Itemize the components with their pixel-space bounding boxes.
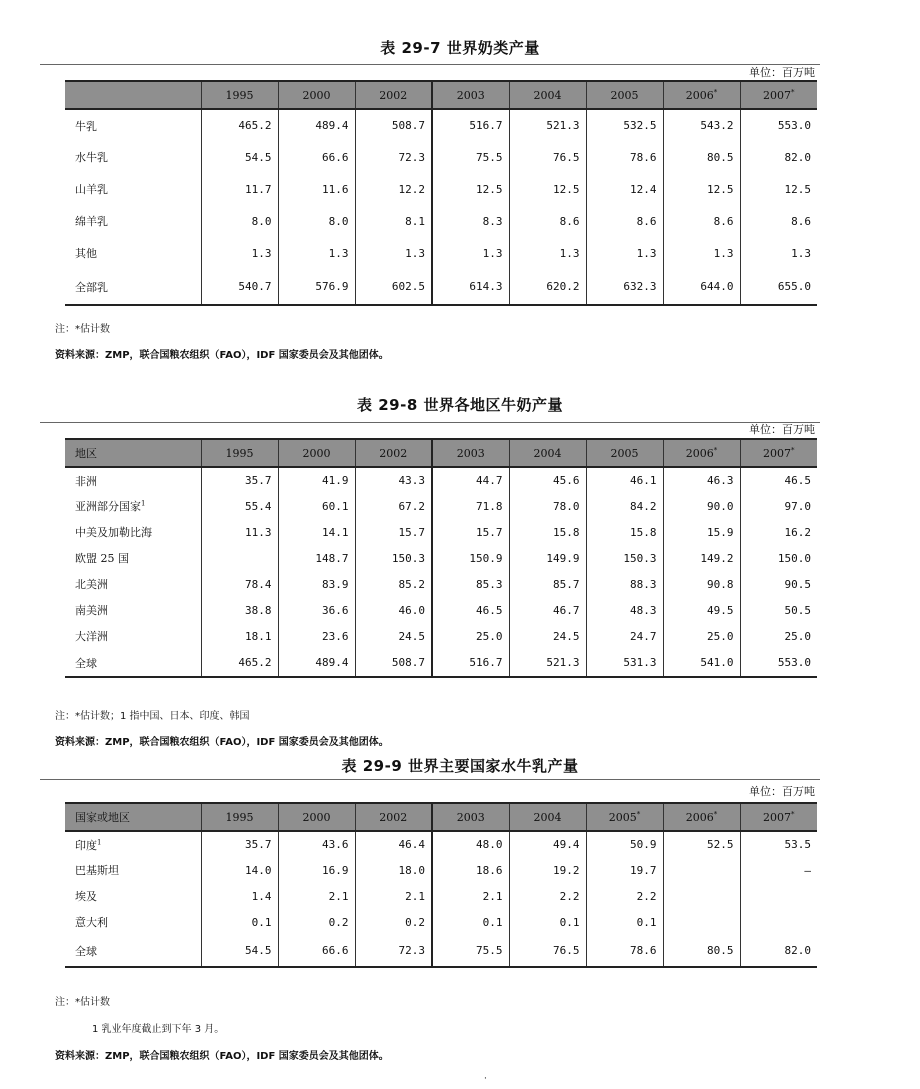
table-row bbox=[65, 571, 817, 597]
cell: 2.1 bbox=[278, 883, 355, 909]
cell bbox=[201, 545, 278, 571]
cell bbox=[740, 909, 817, 935]
footnote: 1 乳业年度截止到下年 3 月。 bbox=[92, 1024, 225, 1035]
row-label: 牛乳 bbox=[75, 119, 97, 133]
header-cell: 2005 bbox=[586, 439, 663, 467]
cell: 18.1 bbox=[201, 623, 278, 649]
cell: 0.2 bbox=[355, 909, 432, 935]
row-label: 欧盟 25 国 bbox=[75, 552, 129, 565]
unit-label: 单位：百万吨 bbox=[749, 785, 815, 798]
cell: 15.7 bbox=[432, 519, 509, 545]
page-mark: · bbox=[484, 1074, 487, 1084]
cell: 78.6 bbox=[586, 935, 663, 967]
row-label: 中美及加勒比海 bbox=[75, 526, 152, 539]
row-label: 巴基斯坦 bbox=[75, 864, 119, 877]
cell: 465.2 bbox=[201, 109, 278, 141]
cell: 16.2 bbox=[740, 519, 817, 545]
cell: 8.1 bbox=[355, 205, 432, 237]
cell: 14.0 bbox=[201, 857, 278, 883]
cell: 75.5 bbox=[432, 935, 509, 967]
cell: 149.9 bbox=[509, 545, 586, 571]
cell: 532.5 bbox=[586, 109, 663, 141]
cell: 0.1 bbox=[201, 909, 278, 935]
row-label: 山羊乳 bbox=[75, 183, 108, 196]
cell: 72.3 bbox=[355, 935, 432, 967]
header-cell: 2007* bbox=[740, 439, 817, 467]
cell: 465.2 bbox=[201, 649, 278, 677]
cell: 531.3 bbox=[586, 649, 663, 677]
cell: 78.6 bbox=[586, 141, 663, 173]
row-label: 北美洲 bbox=[75, 578, 108, 591]
cell bbox=[663, 909, 740, 935]
table-row bbox=[65, 467, 817, 493]
cell bbox=[663, 857, 740, 883]
divider bbox=[40, 64, 820, 65]
header-cell: 2004 bbox=[509, 81, 586, 109]
cell: 1.3 bbox=[201, 237, 278, 269]
cell: 150.9 bbox=[432, 545, 509, 571]
cell: 76.5 bbox=[509, 935, 586, 967]
cell: 521.3 bbox=[509, 109, 586, 141]
cell: 84.2 bbox=[586, 493, 663, 519]
cell: 48.0 bbox=[432, 831, 509, 857]
cell: 508.7 bbox=[355, 649, 432, 677]
cell: 54.5 bbox=[201, 141, 278, 173]
row-label: 埃及 bbox=[75, 890, 97, 903]
row-label: 全部乳 bbox=[65, 269, 201, 305]
cell: 49.5 bbox=[663, 597, 740, 623]
cell: 540.7 bbox=[201, 269, 278, 305]
cell: 644.0 bbox=[663, 269, 740, 305]
cell: 0.2 bbox=[278, 909, 355, 935]
cell: 150.0 bbox=[740, 545, 817, 571]
cell: 67.2 bbox=[355, 493, 432, 519]
table-row bbox=[65, 649, 817, 677]
cell: 54.5 bbox=[201, 935, 278, 967]
cell: 90.5 bbox=[740, 571, 817, 597]
table-row bbox=[65, 831, 817, 857]
row-label: 其他 bbox=[75, 247, 97, 260]
cell: 602.5 bbox=[355, 269, 432, 305]
cell: 2.1 bbox=[432, 883, 509, 909]
cell: 1.4 bbox=[201, 883, 278, 909]
cell: 15.7 bbox=[355, 519, 432, 545]
header-row bbox=[65, 803, 817, 831]
header-cell: 2000 bbox=[278, 81, 355, 109]
cell: 148.7 bbox=[278, 545, 355, 571]
cell: 516.7 bbox=[432, 109, 509, 141]
cell: 576.9 bbox=[278, 269, 355, 305]
cell: 8.0 bbox=[278, 205, 355, 237]
cell: 11.3 bbox=[201, 519, 278, 545]
cell: 41.9 bbox=[278, 467, 355, 493]
cell: 24.5 bbox=[355, 623, 432, 649]
cell: 15.8 bbox=[509, 519, 586, 545]
table-row bbox=[65, 935, 817, 967]
cell: 0.1 bbox=[509, 909, 586, 935]
cell: 11.7 bbox=[201, 173, 278, 205]
cell: 150.3 bbox=[355, 545, 432, 571]
cell: 8.0 bbox=[201, 205, 278, 237]
cell: 88.3 bbox=[586, 571, 663, 597]
cell: 12.5 bbox=[509, 173, 586, 205]
cell: 18.6 bbox=[432, 857, 509, 883]
cell: 48.3 bbox=[586, 597, 663, 623]
cell: 1.3 bbox=[432, 237, 509, 269]
cell: 49.4 bbox=[509, 831, 586, 857]
header-row bbox=[65, 81, 817, 109]
header-cell: 2003 bbox=[432, 803, 509, 831]
cell: 80.5 bbox=[663, 141, 740, 173]
table-row bbox=[65, 237, 817, 269]
cell: 90.8 bbox=[663, 571, 740, 597]
cell: 55.4 bbox=[201, 493, 278, 519]
row-label: 绵羊乳 bbox=[75, 215, 108, 228]
cell: 83.9 bbox=[278, 571, 355, 597]
table-row bbox=[65, 205, 817, 237]
cell: 82.0 bbox=[740, 141, 817, 173]
header-cell: 1995 bbox=[201, 81, 278, 109]
cell: 489.4 bbox=[278, 649, 355, 677]
cell: 46.5 bbox=[740, 467, 817, 493]
table-title: 表 29-8 世界各地区牛奶产量 bbox=[357, 396, 563, 414]
cell: 0.1 bbox=[586, 909, 663, 935]
cell: 516.7 bbox=[432, 649, 509, 677]
cell: 553.0 bbox=[740, 649, 817, 677]
cell: 53.5 bbox=[740, 831, 817, 857]
cell: 8.6 bbox=[740, 205, 817, 237]
data-table bbox=[65, 802, 817, 968]
cell: 46.0 bbox=[355, 597, 432, 623]
header-cell: 2007* bbox=[740, 81, 817, 109]
cell: 23.6 bbox=[278, 623, 355, 649]
row-label: 全球 bbox=[65, 649, 201, 677]
cell: 43.3 bbox=[355, 467, 432, 493]
table-row bbox=[65, 857, 817, 883]
cell: 1.3 bbox=[355, 237, 432, 269]
cell: 97.0 bbox=[740, 493, 817, 519]
cell: 19.7 bbox=[586, 857, 663, 883]
cell: 78.0 bbox=[509, 493, 586, 519]
cell: 35.7 bbox=[201, 831, 278, 857]
cell: 35.7 bbox=[201, 467, 278, 493]
data-table bbox=[65, 438, 817, 678]
cell: — bbox=[740, 857, 817, 883]
cell: 46.7 bbox=[509, 597, 586, 623]
header-cell: 2000 bbox=[278, 439, 355, 467]
cell: 19.2 bbox=[509, 857, 586, 883]
header-cell bbox=[65, 81, 201, 109]
cell: 38.8 bbox=[201, 597, 278, 623]
table-row bbox=[65, 269, 817, 305]
cell: 12.5 bbox=[740, 173, 817, 205]
header-cell: 2002 bbox=[355, 81, 432, 109]
cell: 78.4 bbox=[201, 571, 278, 597]
cell: 8.6 bbox=[663, 205, 740, 237]
cell: 2.1 bbox=[355, 883, 432, 909]
table-row bbox=[65, 597, 817, 623]
header-cell: 2003 bbox=[432, 81, 509, 109]
cell: 489.4 bbox=[278, 109, 355, 141]
cell: 632.3 bbox=[586, 269, 663, 305]
unit-label: 单位：百万吨 bbox=[749, 66, 815, 79]
cell: 50.5 bbox=[740, 597, 817, 623]
cell: 11.6 bbox=[278, 173, 355, 205]
cell: 1.3 bbox=[740, 237, 817, 269]
cell: 15.8 bbox=[586, 519, 663, 545]
source-note: 资料来源：ZMP，联合国粮农组织（FAO），IDF 国家委员会及其他团体。 bbox=[55, 350, 389, 361]
table-row bbox=[65, 883, 817, 909]
cell: 44.7 bbox=[432, 467, 509, 493]
cell bbox=[740, 883, 817, 909]
row-label: 水牛乳 bbox=[75, 151, 108, 164]
cell: 85.2 bbox=[355, 571, 432, 597]
cell: 82.0 bbox=[740, 935, 817, 967]
cell: 0.1 bbox=[432, 909, 509, 935]
cell: 614.3 bbox=[432, 269, 509, 305]
cell: 12.2 bbox=[355, 173, 432, 205]
cell: 80.5 bbox=[663, 935, 740, 967]
cell: 655.0 bbox=[740, 269, 817, 305]
cell: 521.3 bbox=[509, 649, 586, 677]
divider bbox=[40, 422, 820, 423]
row-label: 印度$^1$ bbox=[75, 837, 102, 852]
cell: 1.3 bbox=[586, 237, 663, 269]
cell: 16.9 bbox=[278, 857, 355, 883]
cell: 18.0 bbox=[355, 857, 432, 883]
cell: 71.8 bbox=[432, 493, 509, 519]
cell: 2.2 bbox=[586, 883, 663, 909]
cell: 75.5 bbox=[432, 141, 509, 173]
cell: 541.0 bbox=[663, 649, 740, 677]
cell: 46.3 bbox=[663, 467, 740, 493]
cell: 543.2 bbox=[663, 109, 740, 141]
table-row bbox=[65, 141, 817, 173]
cell: 72.3 bbox=[355, 141, 432, 173]
cell: 15.9 bbox=[663, 519, 740, 545]
cell: 25.0 bbox=[432, 623, 509, 649]
cell: 2.2 bbox=[509, 883, 586, 909]
cell: 24.5 bbox=[509, 623, 586, 649]
header-cell: 2005 bbox=[586, 81, 663, 109]
cell: 508.7 bbox=[355, 109, 432, 141]
cell: 66.6 bbox=[278, 141, 355, 173]
header-cell: 2006* bbox=[663, 439, 740, 467]
cell: 24.7 bbox=[586, 623, 663, 649]
cell: 46.1 bbox=[586, 467, 663, 493]
cell: 52.5 bbox=[663, 831, 740, 857]
table-row bbox=[65, 493, 817, 519]
header-cell: 2002 bbox=[355, 439, 432, 467]
unit-label: 单位：百万吨 bbox=[749, 423, 815, 436]
cell: 43.6 bbox=[278, 831, 355, 857]
row-label: 非洲 bbox=[75, 474, 97, 488]
data-table bbox=[65, 80, 817, 306]
cell: 8.6 bbox=[586, 205, 663, 237]
table-title: 表 29-9 世界主要国家水牛乳产量 bbox=[341, 757, 579, 775]
cell: 60.1 bbox=[278, 493, 355, 519]
header-cell: 2002 bbox=[355, 803, 432, 831]
cell: 25.0 bbox=[663, 623, 740, 649]
table-row bbox=[65, 109, 817, 141]
cell: 90.0 bbox=[663, 493, 740, 519]
header-cell: 2004 bbox=[509, 439, 586, 467]
cell: 12.4 bbox=[586, 173, 663, 205]
cell: 85.7 bbox=[509, 571, 586, 597]
row-label: 大洋洲 bbox=[75, 630, 108, 643]
table-title: 表 29-7 世界奶类产量 bbox=[380, 39, 540, 57]
cell: 50.9 bbox=[586, 831, 663, 857]
table-note: 注：*估计数 bbox=[55, 997, 110, 1008]
cell: 76.5 bbox=[509, 141, 586, 173]
row-label: 亚洲部分国家$^1$ bbox=[75, 499, 146, 513]
table-row bbox=[65, 545, 817, 571]
source-note: 资料来源：ZMP，联合国粮农组织（FAO），IDF 国家委员会及其他团体。 bbox=[55, 737, 389, 748]
cell: 1.3 bbox=[278, 237, 355, 269]
cell: 8.3 bbox=[432, 205, 509, 237]
row-label: 全球 bbox=[65, 935, 201, 967]
header-cell: 地区 bbox=[65, 439, 201, 467]
cell: 25.0 bbox=[740, 623, 817, 649]
header-cell: 国家或地区 bbox=[65, 803, 201, 831]
cell: 12.5 bbox=[663, 173, 740, 205]
cell: 8.6 bbox=[509, 205, 586, 237]
table-note: 注：*估计数；1 指中国、日本、印度、韩国 bbox=[55, 711, 250, 722]
header-cell: 2004 bbox=[509, 803, 586, 831]
row-label: 意大利 bbox=[75, 916, 108, 929]
cell: 12.5 bbox=[432, 173, 509, 205]
cell: 14.1 bbox=[278, 519, 355, 545]
cell: 45.6 bbox=[509, 467, 586, 493]
cell: 150.3 bbox=[586, 545, 663, 571]
header-cell: 2007* bbox=[740, 803, 817, 831]
header-cell: 2005* bbox=[586, 803, 663, 831]
cell: 149.2 bbox=[663, 545, 740, 571]
header-cell: 1995 bbox=[201, 803, 278, 831]
table-row bbox=[65, 173, 817, 205]
header-cell: 2006* bbox=[663, 81, 740, 109]
header-cell: 2000 bbox=[278, 803, 355, 831]
header-row bbox=[65, 439, 817, 467]
table-row bbox=[65, 519, 817, 545]
cell: 1.3 bbox=[509, 237, 586, 269]
header-cell: 1995 bbox=[201, 439, 278, 467]
cell: 620.2 bbox=[509, 269, 586, 305]
divider bbox=[40, 779, 820, 780]
cell: 66.6 bbox=[278, 935, 355, 967]
table-row bbox=[65, 623, 817, 649]
cell: 46.5 bbox=[432, 597, 509, 623]
cell: 85.3 bbox=[432, 571, 509, 597]
header-cell: 2006* bbox=[663, 803, 740, 831]
cell: 553.0 bbox=[740, 109, 817, 141]
header-cell: 2003 bbox=[432, 439, 509, 467]
source-note: 资料来源：ZMP，联合国粮农组织（FAO），IDF 国家委员会及其他团体。 bbox=[55, 1051, 389, 1062]
cell: 1.3 bbox=[663, 237, 740, 269]
table-note: 注：*估计数 bbox=[55, 324, 110, 335]
cell: 36.6 bbox=[278, 597, 355, 623]
cell: 46.4 bbox=[355, 831, 432, 857]
cell bbox=[663, 883, 740, 909]
table-row bbox=[65, 909, 817, 935]
row-label: 南美洲 bbox=[75, 604, 108, 617]
